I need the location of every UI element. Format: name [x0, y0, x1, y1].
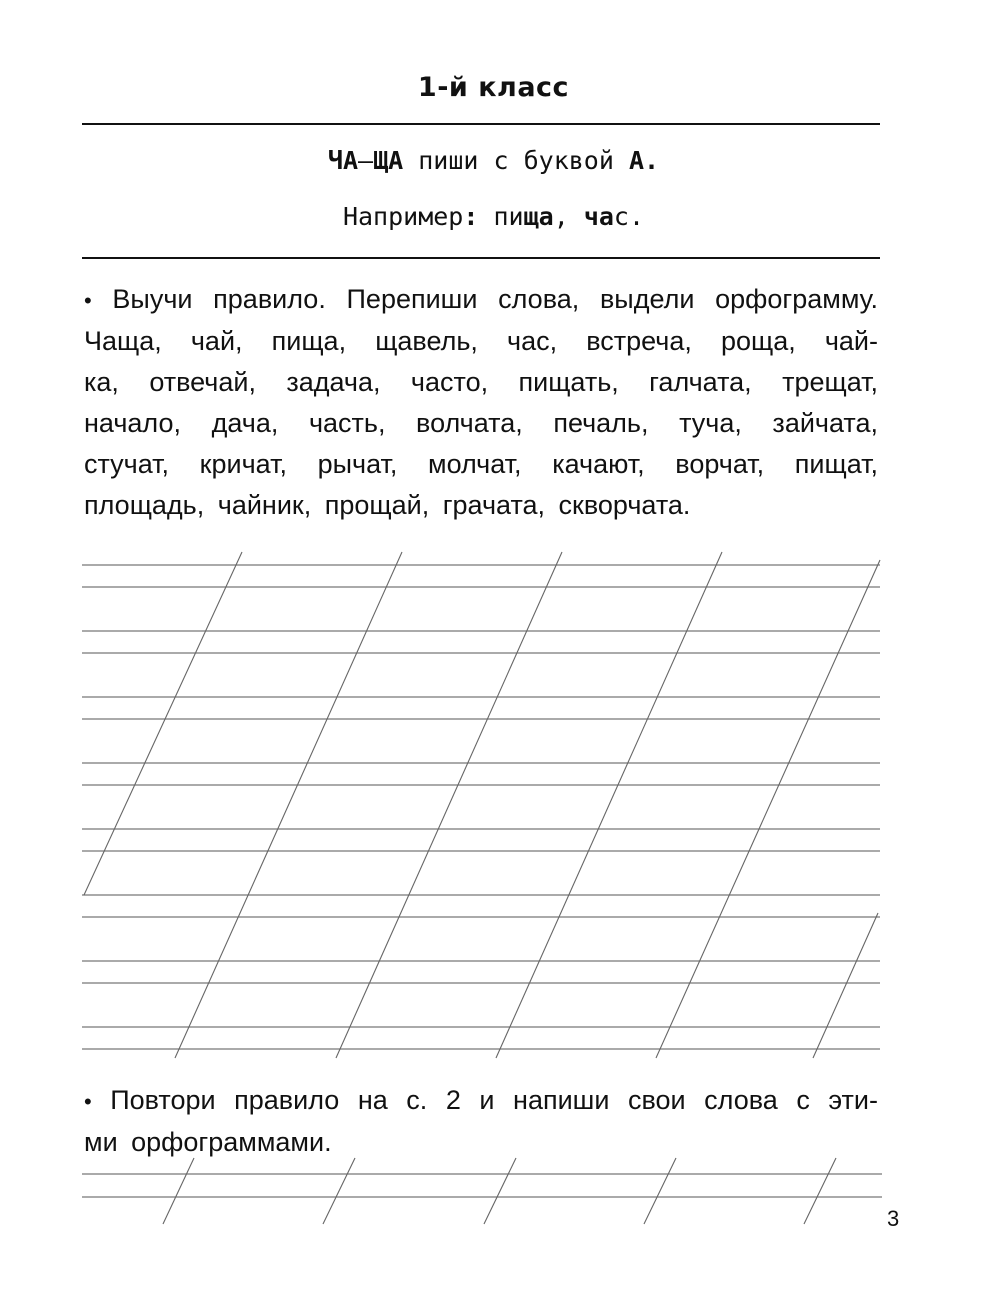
example-word-1-orthogram: ща	[523, 202, 554, 231]
example-word-2-orthogram: ча	[583, 202, 614, 231]
slant-guide-line	[804, 1158, 836, 1224]
example-comma: ,	[553, 202, 584, 231]
slant-guide-line	[175, 552, 402, 1058]
rule-middle-text: пиши с буквой	[403, 146, 629, 175]
task2-block	[84, 1080, 878, 1163]
bullet-icon: •	[84, 1089, 92, 1114]
task1-instruction: Выучи правило. Перепиши слова, выдели орфограмму.	[112, 284, 878, 314]
slant-guide-line	[644, 1158, 676, 1224]
bullet-icon: •	[84, 288, 92, 313]
example-label: Например	[342, 202, 464, 231]
word-line: стучат, кричат, рычат, молчат, качают, ворчат, пищат,	[84, 449, 878, 479]
slant-guide-line	[163, 1158, 194, 1224]
task2-instruction-part1: Повтори правило на с. 2 и напиши свои слова с эти-	[110, 1085, 878, 1115]
slant-guide-line	[336, 552, 562, 1058]
task2-instruction-part2: ми орфограммами.	[84, 1127, 332, 1157]
rule-syllable-shcha: ЩА	[373, 146, 404, 175]
slant-guide-line	[496, 552, 722, 1058]
slant-guide-line	[813, 913, 878, 1058]
slant-guide-line	[323, 1158, 355, 1224]
page-number: 3	[887, 1206, 900, 1231]
example-word-1-start: пи	[493, 202, 524, 231]
rule-syllable-cha: ЧА	[327, 146, 359, 175]
task2-instruction-line	[84, 1080, 878, 1122]
slant-guide-line	[84, 552, 242, 895]
word-line: ка, отвечай, задача, часто, пищать, галчата, трещат,	[84, 367, 878, 397]
example-colon: :	[463, 202, 494, 231]
page-title: 1-й класс	[417, 72, 570, 103]
slant-guide-line	[484, 1158, 516, 1224]
rule-dash: —	[358, 146, 374, 175]
example-word-2-end: с.	[613, 202, 645, 231]
word-line: Чаща, чай, пища, щавель, час, встреча, роща, чай-	[84, 326, 878, 356]
word-line: площадь, чайник, прощай, грачата, скворчата.	[84, 490, 691, 520]
word-line: начало, дача, часть, волчата, печаль, туча, зайчата,	[84, 408, 878, 438]
rule-letter: А.	[628, 146, 660, 175]
